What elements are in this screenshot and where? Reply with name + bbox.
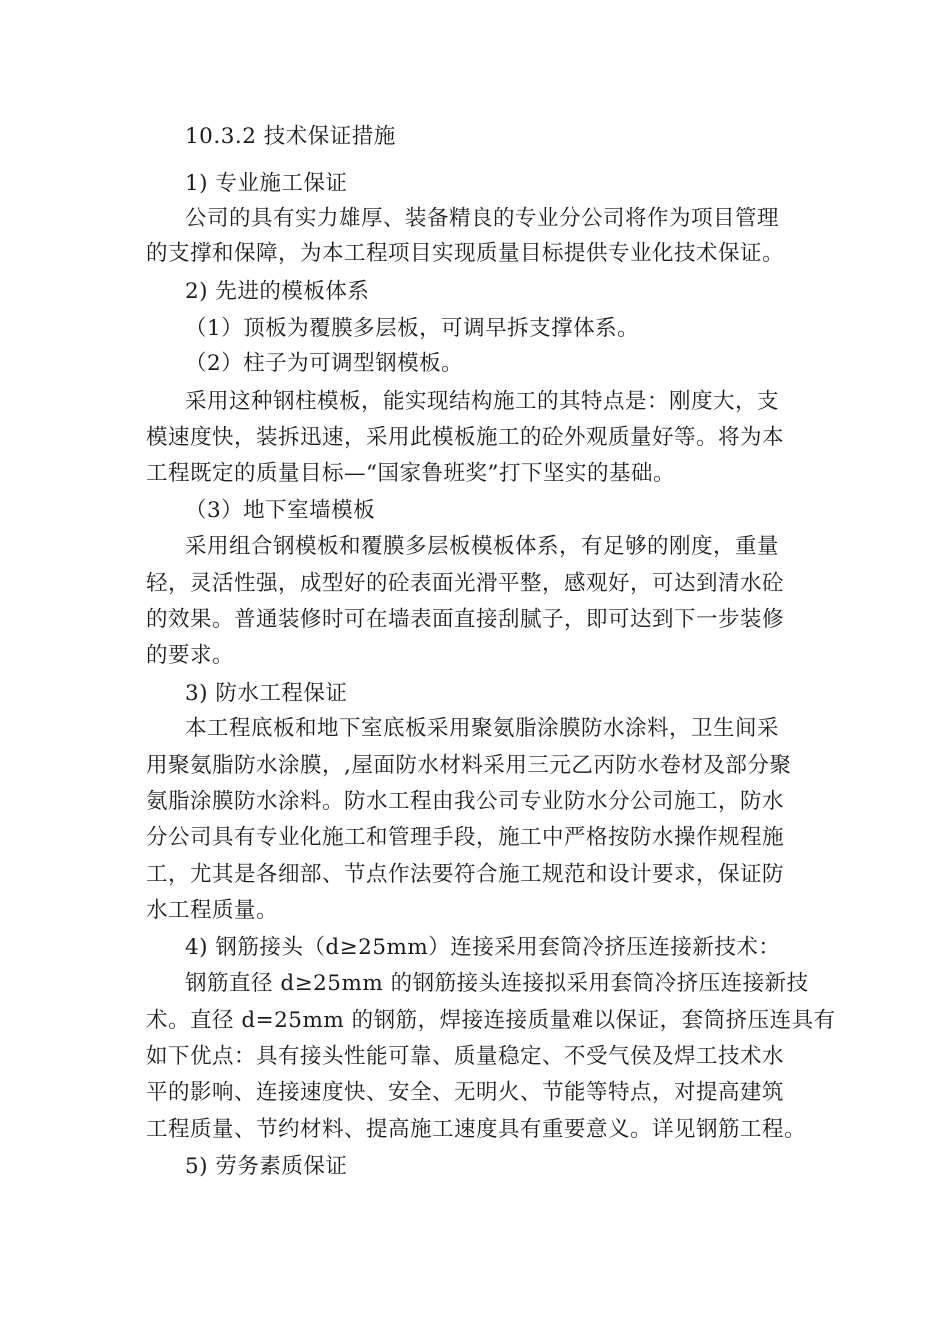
subsection-heading: 4) 钢筋接头（d≥25mm）连接采用套筒冷挤压连接新技术： — [185, 935, 781, 960]
paragraph-line: 分公司具有专业化施工和管理手段，施工中严格按防水操作规程施 — [146, 825, 785, 850]
paragraph-line: 本工程底板和地下室底板采用聚氨脂涂膜防水涂料，卫生间采 — [185, 716, 780, 741]
paragraph-line: 平的影响、连接速度快、安全、无明火、节能等特点，对提高建筑 — [146, 1080, 785, 1105]
paragraph-line: 采用这种钢柱模板，能实现结构施工的其特点是：刚度大，支 — [185, 389, 780, 414]
subsection-heading: 5) 劳务素质保证 — [185, 1154, 348, 1179]
paragraph-line: 水工程质量。 — [146, 898, 279, 923]
subsection-heading: 2) 先进的模板体系 — [185, 279, 370, 304]
paragraph-line: 模速度快，装拆迅速，采用此模板施工的砼外观质量好等。将为本 — [146, 425, 785, 450]
section-heading: 10.3.2 技术保证措施 — [185, 124, 396, 149]
paragraph-line: 术。直径 d=25mm 的钢筋，焊接连接质量难以保证，套筒挤压连具有 — [146, 1008, 836, 1033]
paragraph-line: 的效果。普通装修时可在墙表面直接刮腻子，即可达到下一步装修 — [146, 607, 785, 632]
paragraph-line: 的支撑和保障，为本工程项目实现质量目标提供专业化技术保证。 — [146, 241, 785, 266]
paragraph-line: 的要求。 — [146, 643, 235, 668]
subsection-heading: 1) 专业施工保证 — [185, 171, 348, 196]
paragraph-line: 公司的具有实力雄厚、装备精良的专业分公司将作为项目管理 — [185, 206, 780, 231]
paragraph-line: 钢筋直径 d≥25mm 的钢筋接头连接拟采用套筒冷挤压连接新技 — [185, 971, 809, 996]
list-item: （2）柱子为可调型钢模板。 — [185, 351, 464, 376]
paragraph-line: 工程既定的质量目标—“国家鲁班奖”打下坚实的基础。 — [146, 461, 675, 486]
list-item: （1）顶板为覆膜多层板，可调早拆支撑体系。 — [185, 316, 640, 341]
list-item: （3）地下室墙模板 — [185, 498, 376, 523]
subsection-heading: 3) 防水工程保证 — [185, 681, 348, 706]
paragraph-line: 氨脂涂膜防水涂料。防水工程由我公司专业防水分公司施工，防水 — [146, 789, 785, 814]
paragraph-line: 采用组合钢模板和覆膜多层板模板体系，有足够的刚度，重量 — [185, 534, 780, 559]
paragraph-line: 工，尤其是各细部、节点作法要符合施工规范和设计要求，保证防 — [146, 862, 785, 887]
paragraph-line: 工程质量、节约材料、提高施工速度具有重要意义。详见钢筋工程。 — [146, 1117, 807, 1142]
paragraph-line: 用聚氨脂防水涂膜，,屋面防水材料采用三元乙丙防水卷材及部分聚 — [146, 753, 792, 778]
paragraph-line: 轻，灵活性强，成型好的砼表面光滑平整，感观好，可达到清水砼 — [146, 571, 785, 596]
paragraph-line: 如下优点：具有接头性能可靠、质量稳定、不受气侯及焊工技术水 — [146, 1044, 785, 1069]
